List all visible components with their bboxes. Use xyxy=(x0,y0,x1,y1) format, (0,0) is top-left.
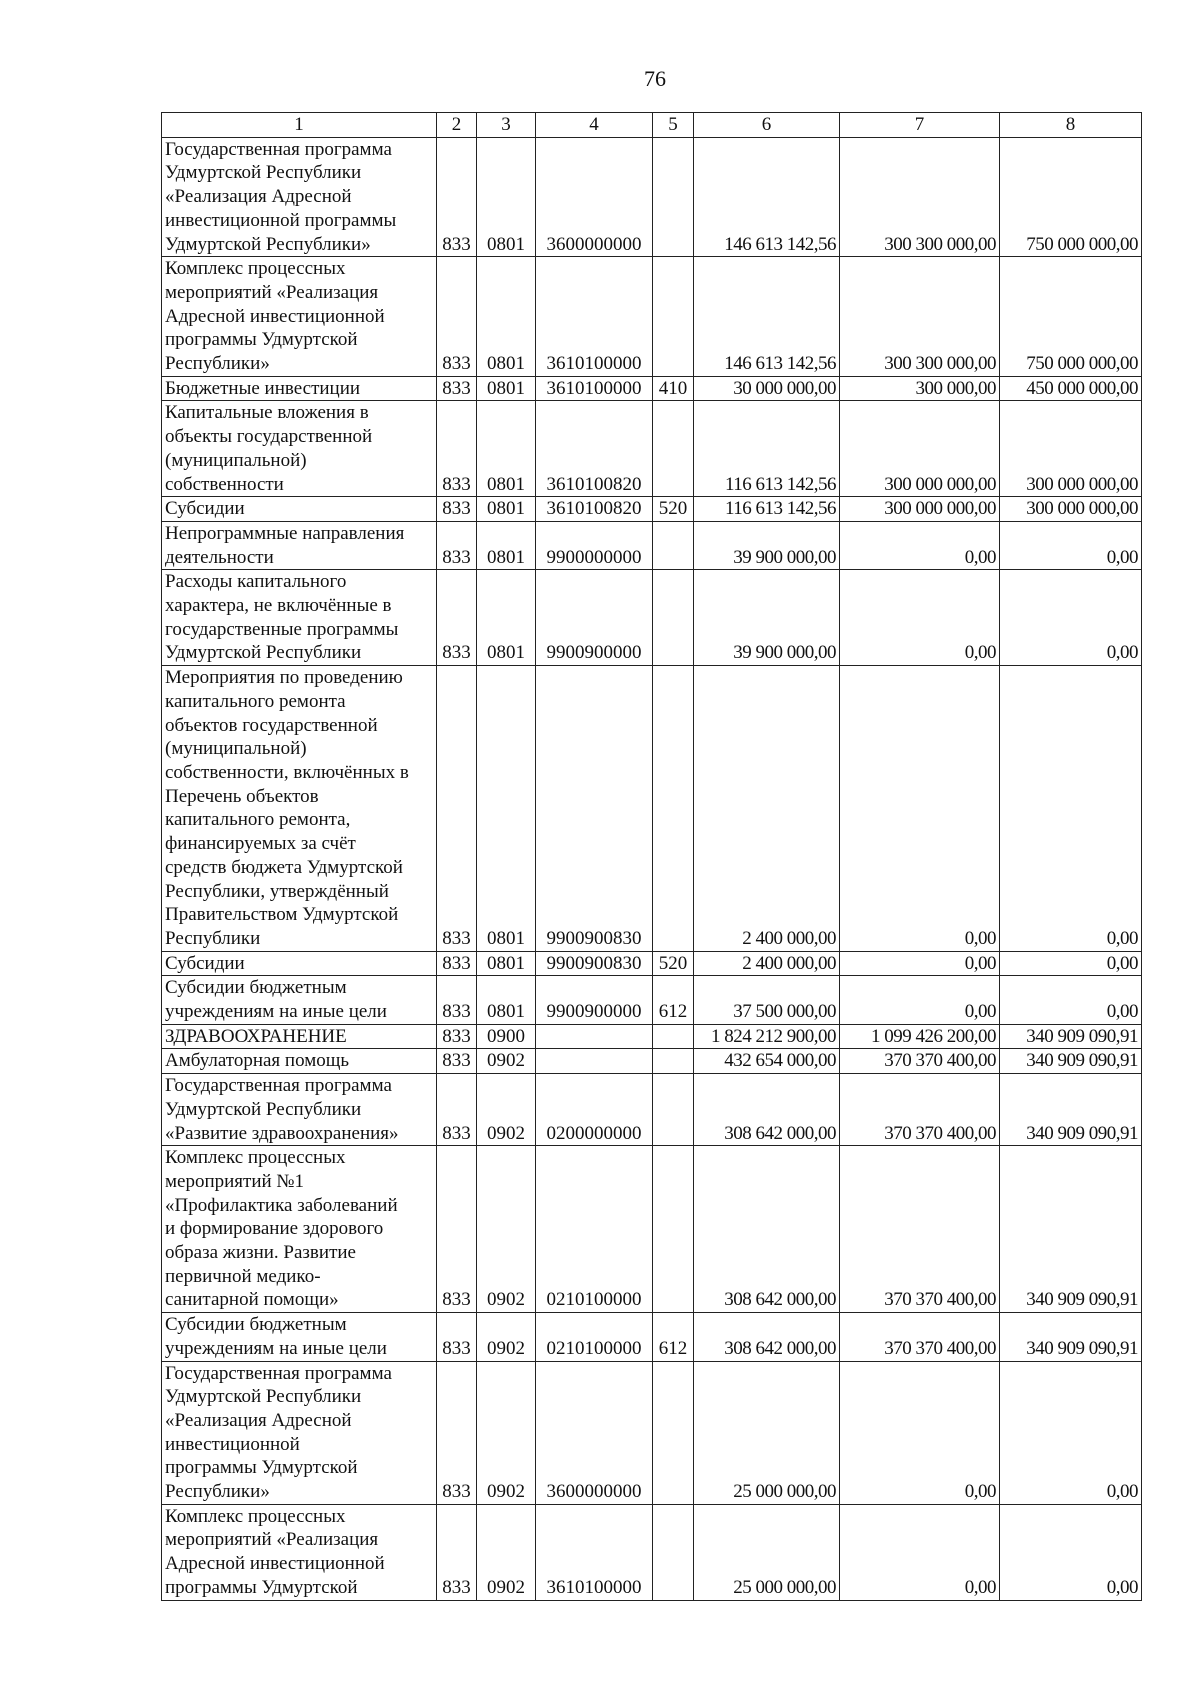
subsection-code: 0801 xyxy=(477,951,536,976)
amount-col-6: 146 613 142,56 xyxy=(694,137,840,257)
header-cell: 7 xyxy=(840,113,1000,138)
amount-col-6: 25 000 000,00 xyxy=(694,1504,840,1600)
amount-col-8: 300 000 000,00 xyxy=(1000,497,1142,522)
row-name: Амбулаторная помощь xyxy=(162,1049,437,1074)
amount-col-8: 0,00 xyxy=(1000,521,1142,569)
expense-type-code xyxy=(653,1024,694,1049)
header-cell: 4 xyxy=(536,113,653,138)
header-cell: 3 xyxy=(477,113,536,138)
table-row xyxy=(162,666,1142,951)
section-code: 833 xyxy=(437,521,477,569)
subsection-code: 0900 xyxy=(477,1024,536,1049)
amount-col-8: 0,00 xyxy=(1000,1361,1142,1504)
target-code: 0210100000 xyxy=(536,1313,653,1361)
target-code: 9900900830 xyxy=(536,666,653,951)
row-name: Комплекс процессных мероприятий «Реализация Адресной инвестиционной программы Удмуртской Республики» xyxy=(162,257,437,377)
amount-col-7: 370 370 400,00 xyxy=(840,1146,1000,1313)
section-code: 833 xyxy=(437,1504,477,1600)
subsection-code: 0801 xyxy=(477,257,536,377)
table-row xyxy=(162,497,1142,522)
subsection-code: 0902 xyxy=(477,1504,536,1600)
row-name: Государственная программа Удмуртской Республики «Реализация Адресной инвестиционной программы Удмуртской Республики» xyxy=(162,137,437,257)
amount-col-7: 300 000 000,00 xyxy=(840,497,1000,522)
table-row xyxy=(162,257,1142,377)
target-code: 3610100820 xyxy=(536,497,653,522)
section-code: 833 xyxy=(437,570,477,666)
amount-col-6: 2 400 000,00 xyxy=(694,666,840,951)
expense-type-code xyxy=(653,1361,694,1504)
row-name: Капитальные вложения в объекты государственной (муниципальной) собственности xyxy=(162,401,437,497)
target-code: 3610100820 xyxy=(536,401,653,497)
subsection-code: 0801 xyxy=(477,976,536,1024)
amount-col-6: 39 900 000,00 xyxy=(694,570,840,666)
subsection-code: 0902 xyxy=(477,1361,536,1504)
amount-col-7: 300 300 000,00 xyxy=(840,257,1000,377)
expense-type-code xyxy=(653,521,694,569)
header-cell: 1 xyxy=(162,113,437,138)
amount-col-8: 340 909 090,91 xyxy=(1000,1146,1142,1313)
expense-type-code xyxy=(653,1049,694,1074)
section-code: 833 xyxy=(437,257,477,377)
target-code: 3610100000 xyxy=(536,1504,653,1600)
row-name: ЗДРАВООХРАНЕНИЕ xyxy=(162,1024,437,1049)
amount-col-7: 0,00 xyxy=(840,976,1000,1024)
row-name: Комплекс процессных мероприятий «Реализация Адресной инвестиционной программы Удмуртской xyxy=(162,1504,437,1600)
expense-type-code xyxy=(653,1074,694,1146)
amount-col-6: 116 613 142,56 xyxy=(694,401,840,497)
section-code: 833 xyxy=(437,376,477,401)
target-code: 3600000000 xyxy=(536,137,653,257)
amount-col-6: 432 654 000,00 xyxy=(694,1049,840,1074)
expense-type-code xyxy=(653,401,694,497)
amount-col-7: 370 370 400,00 xyxy=(840,1049,1000,1074)
table-row xyxy=(162,976,1142,1024)
subsection-code: 0902 xyxy=(477,1313,536,1361)
table-row xyxy=(162,1146,1142,1313)
table-row xyxy=(162,1049,1142,1074)
section-code: 833 xyxy=(437,137,477,257)
amount-col-7: 300 300 000,00 xyxy=(840,137,1000,257)
section-code: 833 xyxy=(437,951,477,976)
target-code: 0210100000 xyxy=(536,1146,653,1313)
amount-col-6: 2 400 000,00 xyxy=(694,951,840,976)
target-code: 9900900000 xyxy=(536,976,653,1024)
amount-col-7: 0,00 xyxy=(840,951,1000,976)
target-code: 9900900000 xyxy=(536,570,653,666)
header-cell: 5 xyxy=(653,113,694,138)
amount-col-8: 340 909 090,91 xyxy=(1000,1313,1142,1361)
table-row xyxy=(162,137,1142,257)
expense-type-code xyxy=(653,570,694,666)
target-code: 3610100000 xyxy=(536,257,653,377)
amount-col-6: 146 613 142,56 xyxy=(694,257,840,377)
amount-col-8: 450 000 000,00 xyxy=(1000,376,1142,401)
amount-col-8: 750 000 000,00 xyxy=(1000,137,1142,257)
target-code: 9900000000 xyxy=(536,521,653,569)
amount-col-6: 37 500 000,00 xyxy=(694,976,840,1024)
expense-type-code: 612 xyxy=(653,1313,694,1361)
section-code: 833 xyxy=(437,1074,477,1146)
target-code xyxy=(536,1024,653,1049)
section-code: 833 xyxy=(437,1049,477,1074)
amount-col-7: 300 000 000,00 xyxy=(840,401,1000,497)
subsection-code: 0801 xyxy=(477,376,536,401)
row-name: Государственная программа Удмуртской Республики «Развитие здравоохранения» xyxy=(162,1074,437,1146)
section-code: 833 xyxy=(437,1313,477,1361)
expense-type-code: 410 xyxy=(653,376,694,401)
section-code: 833 xyxy=(437,497,477,522)
table-row xyxy=(162,1074,1142,1146)
table-row xyxy=(162,1361,1142,1504)
amount-col-6: 116 613 142,56 xyxy=(694,497,840,522)
amount-col-7: 0,00 xyxy=(840,1361,1000,1504)
row-name: Комплекс процессных мероприятий №1 «Профилактика заболеваний и формирование здорового образа жизни. Развитие первичной медико- санитарной помощи» xyxy=(162,1146,437,1313)
row-name: Субсидии xyxy=(162,951,437,976)
subsection-code: 0801 xyxy=(477,137,536,257)
header-cell: 2 xyxy=(437,113,477,138)
expense-type-code xyxy=(653,257,694,377)
amount-col-7: 0,00 xyxy=(840,570,1000,666)
row-name: Субсидии бюджетным учреждениям на иные цели xyxy=(162,1313,437,1361)
target-code: 3610100000 xyxy=(536,376,653,401)
amount-col-6: 308 642 000,00 xyxy=(694,1146,840,1313)
section-code: 833 xyxy=(437,401,477,497)
amount-col-8: 340 909 090,91 xyxy=(1000,1024,1142,1049)
target-code xyxy=(536,1049,653,1074)
row-name: Непрограммные направления деятельности xyxy=(162,521,437,569)
expense-type-code xyxy=(653,666,694,951)
expense-type-code: 612 xyxy=(653,976,694,1024)
amount-col-6: 308 642 000,00 xyxy=(694,1074,840,1146)
row-name: Расходы капитального характера, не включённые в государственные программы Удмуртской Республики xyxy=(162,570,437,666)
amount-col-6: 30 000 000,00 xyxy=(694,376,840,401)
amount-col-8: 0,00 xyxy=(1000,951,1142,976)
section-code: 833 xyxy=(437,1024,477,1049)
amount-col-8: 0,00 xyxy=(1000,976,1142,1024)
table-row xyxy=(162,570,1142,666)
table-row xyxy=(162,1504,1142,1600)
row-name: Бюджетные инвестиции xyxy=(162,376,437,401)
amount-col-7: 370 370 400,00 xyxy=(840,1313,1000,1361)
amount-col-7: 370 370 400,00 xyxy=(840,1074,1000,1146)
subsection-code: 0801 xyxy=(477,521,536,569)
row-name: Субсидии бюджетным учреждениям на иные цели xyxy=(162,976,437,1024)
amount-col-7: 0,00 xyxy=(840,1504,1000,1600)
expense-type-code xyxy=(653,1146,694,1313)
subsection-code: 0801 xyxy=(477,497,536,522)
expense-type-code xyxy=(653,1504,694,1600)
amount-col-8: 340 909 090,91 xyxy=(1000,1074,1142,1146)
subsection-code: 0801 xyxy=(477,401,536,497)
row-name: Мероприятия по проведению капитального ремонта объектов государственной (муниципальной) собственности, включённых в Перечень объектов капитального ремонта, финансируемых за счёт средств бюджета Удмуртской Республики, утверждённый Правительством Удмуртской Республики xyxy=(162,666,437,951)
table-row xyxy=(162,401,1142,497)
target-code: 0200000000 xyxy=(536,1074,653,1146)
table-row xyxy=(162,1313,1142,1361)
table-header-row xyxy=(162,113,1142,138)
expense-type-code xyxy=(653,137,694,257)
header-cell: 8 xyxy=(1000,113,1142,138)
amount-col-8: 750 000 000,00 xyxy=(1000,257,1142,377)
budget-table xyxy=(161,112,1142,1601)
table-row xyxy=(162,376,1142,401)
subsection-code: 0801 xyxy=(477,666,536,951)
amount-col-7: 1 099 426 200,00 xyxy=(840,1024,1000,1049)
row-name: Субсидии xyxy=(162,497,437,522)
amount-col-8: 0,00 xyxy=(1000,570,1142,666)
table-row xyxy=(162,521,1142,569)
target-code: 9900900830 xyxy=(536,951,653,976)
amount-col-7: 300 000,00 xyxy=(840,376,1000,401)
amount-col-7: 0,00 xyxy=(840,521,1000,569)
amount-col-8: 0,00 xyxy=(1000,666,1142,951)
amount-col-6: 1 824 212 900,00 xyxy=(694,1024,840,1049)
table-row xyxy=(162,1024,1142,1049)
header-cell: 6 xyxy=(694,113,840,138)
amount-col-7: 0,00 xyxy=(840,666,1000,951)
amount-col-6: 25 000 000,00 xyxy=(694,1361,840,1504)
amount-col-6: 308 642 000,00 xyxy=(694,1313,840,1361)
expense-type-code: 520 xyxy=(653,951,694,976)
subsection-code: 0902 xyxy=(477,1074,536,1146)
expense-type-code: 520 xyxy=(653,497,694,522)
table-row xyxy=(162,951,1142,976)
section-code: 833 xyxy=(437,976,477,1024)
amount-col-6: 39 900 000,00 xyxy=(694,521,840,569)
subsection-code: 0902 xyxy=(477,1146,536,1313)
amount-col-8: 340 909 090,91 xyxy=(1000,1049,1142,1074)
subsection-code: 0902 xyxy=(477,1049,536,1074)
section-code: 833 xyxy=(437,1361,477,1504)
target-code: 3600000000 xyxy=(536,1361,653,1504)
row-name: Государственная программа Удмуртской Республики «Реализация Адресной инвестиционной программы Удмуртской Республики» xyxy=(162,1361,437,1504)
amount-col-8: 0,00 xyxy=(1000,1504,1142,1600)
amount-col-8: 300 000 000,00 xyxy=(1000,401,1142,497)
subsection-code: 0801 xyxy=(477,570,536,666)
section-code: 833 xyxy=(437,666,477,951)
section-code: 833 xyxy=(437,1146,477,1313)
page-number: 76 xyxy=(644,66,666,91)
